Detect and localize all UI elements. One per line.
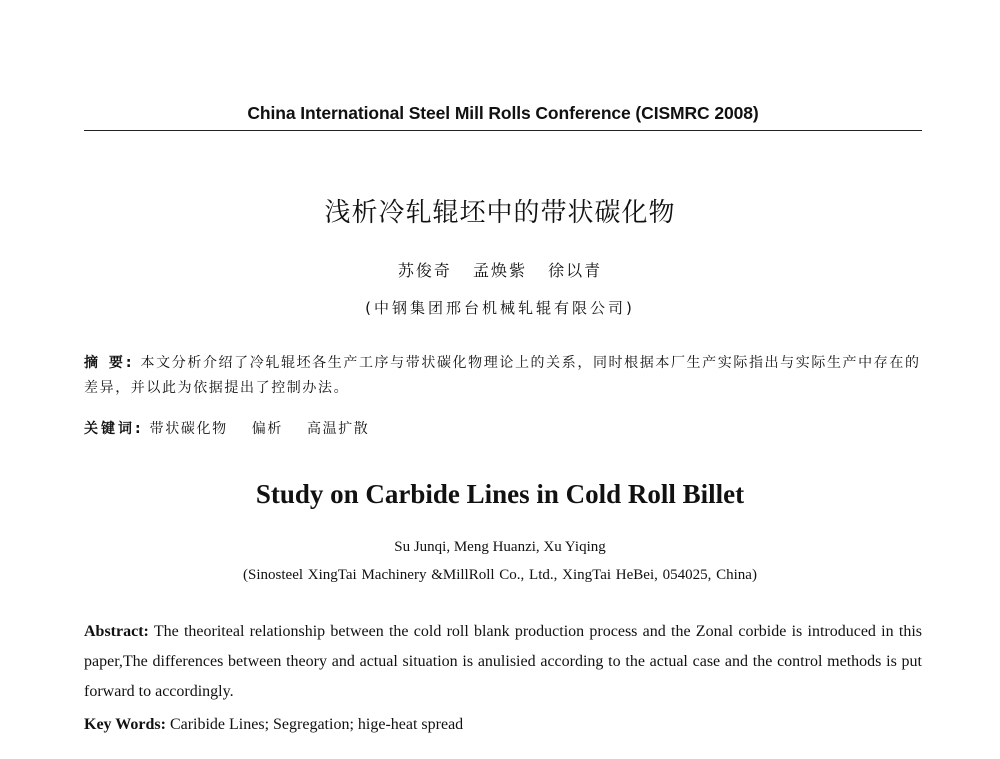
cn-affiliation: (中钢集团邢台机械轧辊有限公司) [365,299,635,317]
en-affiliation: (Sinosteel XingTai Machinery &MillRoll Co., Ltd., XingTai HeBei, 054025, China) [243,567,757,583]
en-keywords-text: Caribide Lines; Segregation; hige-heat spread [169,716,464,733]
en-abstract-text: The theoriteal relationship between the cold roll blank production process and the Zonal corbide is introduced in this paper,The differences between theory and actual situation is anulisied according to the actual case and the control methods is put forward to accordingly. [84,623,922,700]
en-keywords [84,716,922,734]
header-rule [84,130,922,131]
conference-header: China International Steel Mill Rolls Conference (CISMRC 2008) [247,103,759,123]
cn-keywords [84,418,924,438]
en-abstract [84,617,922,707]
cn-abstract [84,351,924,401]
cn-authors: 苏俊奇 孟焕紫 徐以青 [397,261,603,280]
cn-keyword: 高温扩散 [307,421,370,437]
cn-keywords-label: 关键词: [84,421,144,437]
en-title: Study on Carbide Lines in Cold Roll Billet [255,479,745,509]
en-authors: Su Junqi, Meng Huanzi, Xu Yiqing [394,539,606,555]
cn-abstract-text: 本文分析介绍了冷轧辊坯各生产工序与带状碳化物理论上的关系，同时根据本厂生产实际指出与实际生产中存在的差异，并以此为依据提出了控制办法。 [84,355,921,396]
cn-keyword: 带状碳化物 [149,421,228,437]
cn-title: 浅析冷轧辊坯中的带状碳化物 [324,198,676,228]
cn-abstract-label: 摘 要: [84,355,135,371]
en-abstract-label: Abstract: [84,623,149,640]
en-keywords-label: Key Words: [84,716,166,733]
cn-keyword: 偏析 [251,421,283,437]
